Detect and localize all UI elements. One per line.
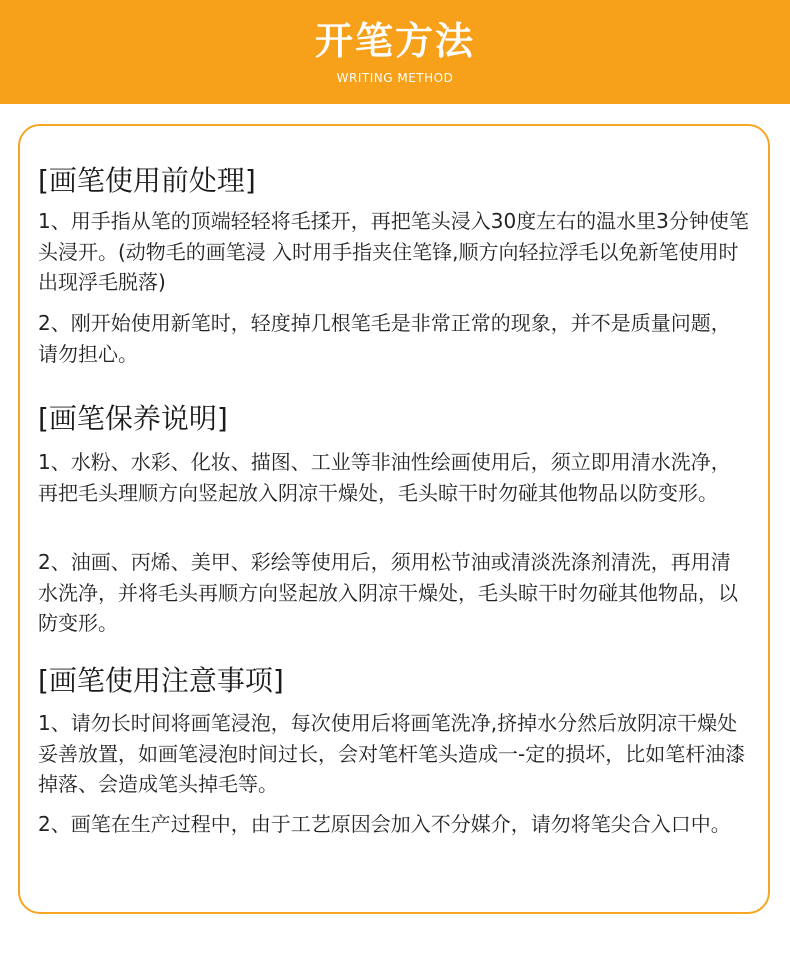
paragraph-precautions-2: 2、画笔在生产过程中，由于工艺原因会加入不分媒介，请勿将笔尖合入口中。 bbox=[38, 812, 731, 836]
header-banner bbox=[0, 0, 790, 104]
paragraph-maintenance-2: 2、油画、丙烯、美甲、彩绘等使用后，须用松节油或清淡洗涤剂清洗，再用清水洗净，并将毛头再顺方向竖起放入阴凉干燥处，毛头晾干时勿碰其他物品，以防变形。 bbox=[38, 550, 738, 635]
paragraph-precautions-1: 1、请勿长时间将画笔浸泡，每次使用后将画笔洗净,挤掉水分然后放阴凉干燥处妥善放置，如画笔浸泡时间过长，会对笔杆笔头造成一-定的损坏，比如笔杆油漆掉落、会造成笔头掉毛等。 bbox=[38, 711, 746, 796]
section-heading-pre-use: [画笔使用前处理] bbox=[38, 164, 256, 197]
paragraph-maintenance-1: 1、水粉、水彩、化妆、描图、工业等非油性绘画使用后，须立即用清水洗净，再把毛头理顺方向竖起放入阴凉干燥处，毛头晾干时勿碰其他物品以防变形。 bbox=[38, 450, 731, 505]
paragraph-pre-use-1: 1、用手指从笔的顶端轻轻将毛揉开，再把笔头浸入30度左右的温水里3分钟使笔头浸开。(动物毛的画笔浸 入时用手指夹住笔锋,顺方向轻拉浮毛以免新笔使用时出现浮毛脱落) bbox=[38, 209, 749, 294]
paragraph-pre-use-2: 2、刚开始使用新笔时，轻度掉几根笔毛是非常正常的现象，并不是质量问题，请勿担心。 bbox=[38, 311, 731, 366]
section-heading-maintenance: [画笔保养说明] bbox=[38, 402, 228, 435]
page-subtitle: WRITING METHOD bbox=[336, 71, 454, 85]
section-heading-precautions: [画笔使用注意事项] bbox=[38, 664, 284, 697]
page-title: 开笔方法 bbox=[314, 19, 475, 63]
